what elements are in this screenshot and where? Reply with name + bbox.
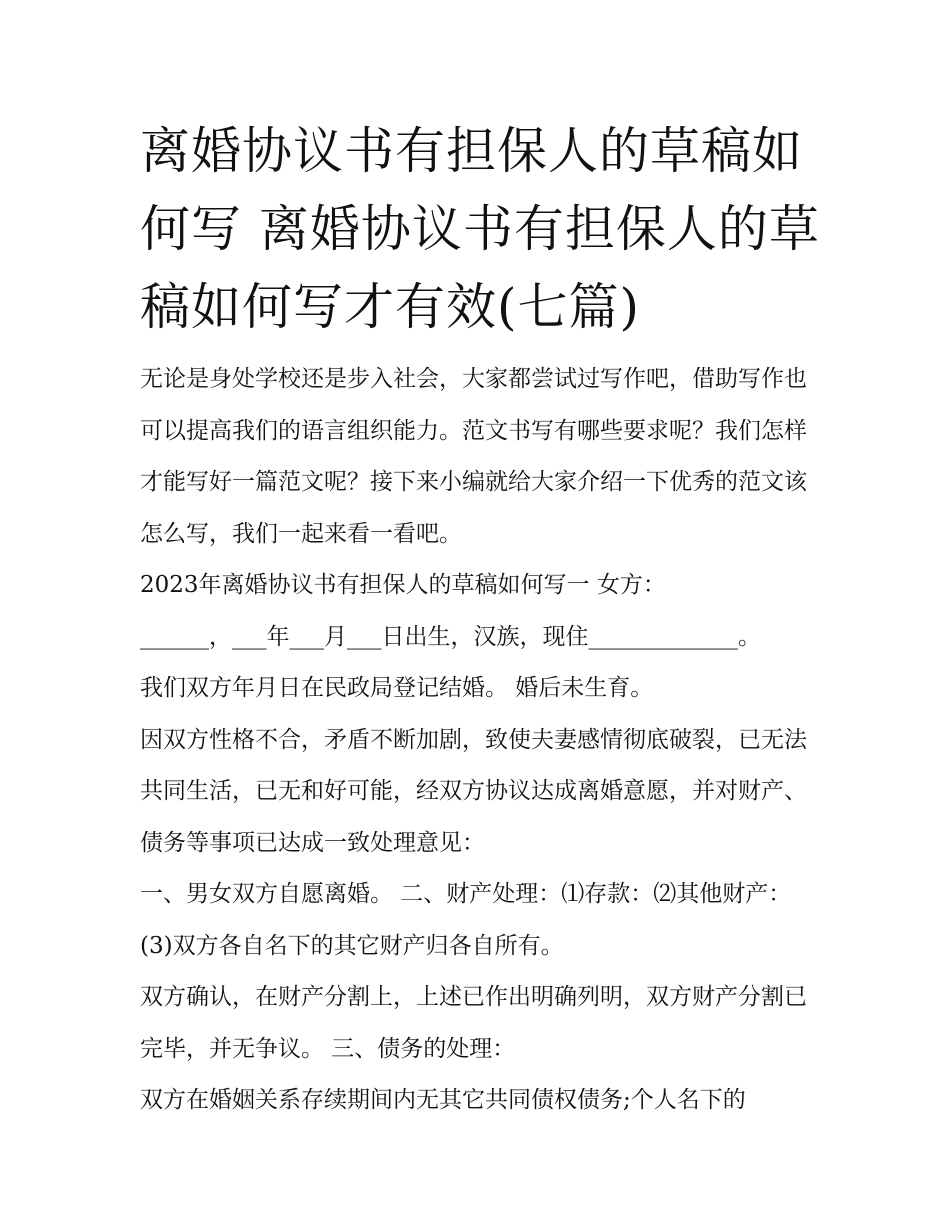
paragraph-reason: 因双方性格不合，矛盾不断加剧，致使夫妻感情彻底破裂，已无法共同生活，已无和好可能，经双方协议达成离婚意愿，并对财产、债务等事项已达成一致处理意见： (140, 726, 807, 856)
paragraph-fill-in-blanks: ______，___年___月___日出生，汉族，现住_____________。 (140, 623, 761, 650)
document-title: 离婚协议书有担保人的草稿如何写 离婚协议书有担保人的草稿如何写才有效(七篇) (140, 122, 820, 336)
paragraph-heading: 2023年离婚协议书有担保人的草稿如何写一 女方： (140, 572, 666, 598)
paragraph-property: 一、男女双方自愿离婚。 二、财产处理：⑴存款：⑵其他财产：(3)双方各自名下的其它财产归各自所有。 (140, 881, 792, 959)
document-body (140, 354, 820, 1127)
paragraph-marriage: 我们双方年月日在民政局登记结婚。 婚后未生育。 (140, 675, 654, 701)
paragraph-debts: 双方在婚姻关系存续期间内无其它共同债权债务;个人名下的 (140, 1087, 746, 1113)
paragraph-confirmation: 双方确认，在财产分割上，上述已作出明确列明，双方财产分割已完毕，并无争议。 三、债务的处理： (140, 984, 807, 1062)
paragraph-intro: 无论是身处学校还是步入社会，大家都尝试过写作吧，借助写作也可以提高我们的语言组织能力。范文书写有哪些要求呢？我们怎样才能写好一篇范文呢？接下来小编就给大家介绍一下优秀的范文该怎么写，我们一起来看一看吧。 (140, 366, 807, 547)
